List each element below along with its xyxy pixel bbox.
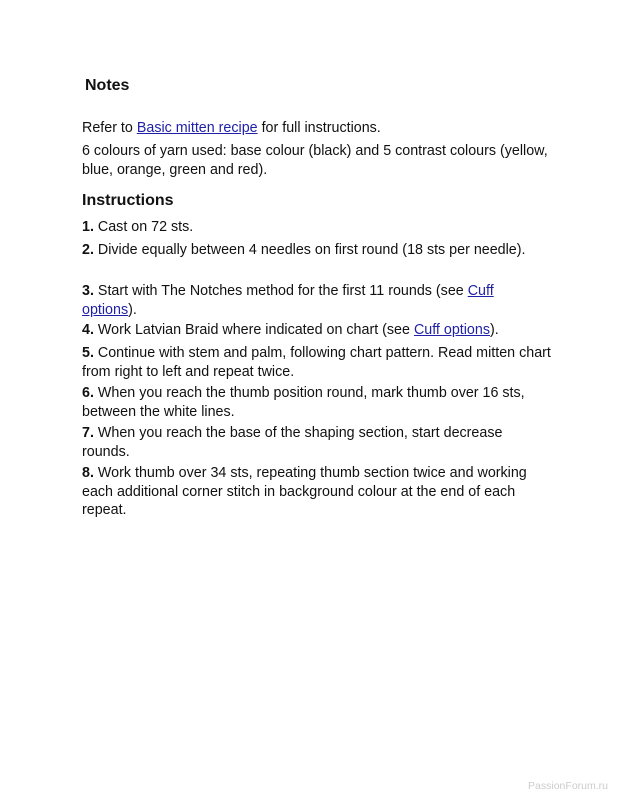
step-number: 2. <box>82 242 94 258</box>
cuff-options-link[interactable]: Cuff options <box>413 322 490 338</box>
step-number: 4. <box>82 322 94 338</box>
step-number: 8. <box>82 465 94 481</box>
step-4 <box>82 321 552 340</box>
step-text: Divide equally between 4 needles on first round (18 sts per needle). <box>93 242 526 258</box>
basic-mitten-recipe-link[interactable]: Basic mitten recipe <box>136 120 258 136</box>
step-text: Start with The Notches method for the first 11 rounds (see <box>93 283 468 299</box>
refer-prefix: Refer to <box>82 120 137 136</box>
refer-suffix: for full instructions. <box>257 120 381 136</box>
step-3 <box>82 282 552 319</box>
step-text-after: ). <box>489 322 499 338</box>
step-7 <box>82 424 552 461</box>
step-8 <box>82 464 552 520</box>
step-number: 3. <box>82 283 94 299</box>
step-text-after: ). <box>128 301 137 318</box>
step-number: 7. <box>82 425 94 441</box>
step-text: When you reach the base of the shaping section, start decrease rounds. <box>82 425 503 460</box>
step-2 <box>82 241 552 260</box>
step-number: 1. <box>82 219 94 235</box>
step-text: Work thumb over 34 sts, repeating thumb section twice and working each additional corner stitch in background colour at the end of each repeat. <box>82 465 527 518</box>
watermark: PassionForum.ru <box>528 780 608 792</box>
step-5 <box>82 344 552 381</box>
step-6 <box>82 384 552 421</box>
step-text: Work Latvian Braid where indicated on chart (see <box>93 322 414 338</box>
step-1 <box>82 218 552 237</box>
yarn-paragraph: 6 colours of yarn used: base colour (black) and 5 contrast colours (yellow, blue, orange, green and red). <box>82 143 548 178</box>
instructions-heading: Instructions <box>82 192 174 209</box>
refer-paragraph <box>82 119 552 138</box>
step-number: 6. <box>82 385 94 401</box>
step-text: When you reach the thumb position round, mark thumb over 16 sts, between the white lines. <box>82 385 525 420</box>
notes-heading: Notes <box>85 77 130 94</box>
step-text: Continue with stem and palm, following chart pattern. Read mitten chart from right to left and repeat twice. <box>82 345 551 380</box>
step-text: Cast on 72 sts. <box>93 219 194 235</box>
cuff-options-link[interactable]: Cuff options <box>82 283 494 318</box>
step-number: 5. <box>82 345 94 361</box>
